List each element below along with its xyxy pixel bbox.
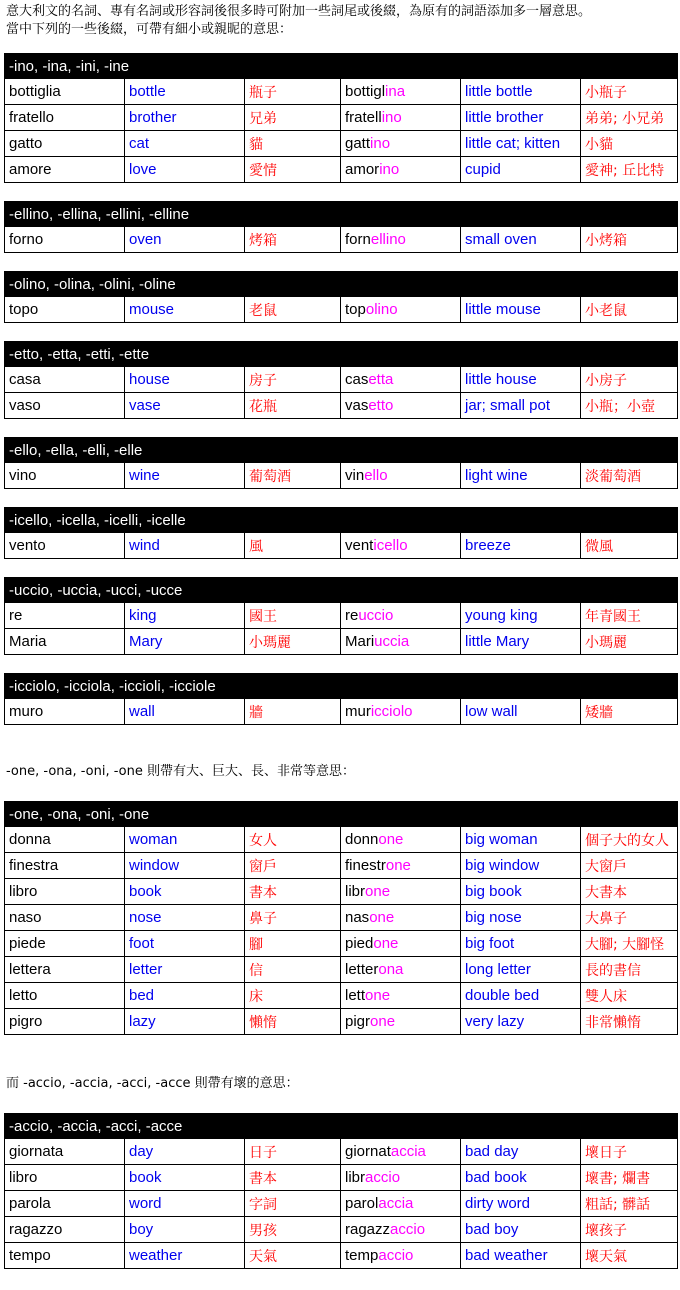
derived-word <box>341 931 461 957</box>
derived-suffix: one <box>370 1013 396 1030</box>
derived-stem: top <box>345 301 366 318</box>
derived-english: young king <box>461 603 581 629</box>
table-row <box>5 227 678 253</box>
base-chinese: 鼻子 <box>245 905 341 931</box>
suffix-header-row <box>5 802 678 827</box>
base-word: lettera <box>5 957 125 983</box>
derived-english: little brother <box>461 105 581 131</box>
base-english: letter <box>125 957 245 983</box>
base-english: wine <box>125 463 245 489</box>
derived-chinese: 小貓 <box>581 131 678 157</box>
derived-suffix: ello <box>364 467 388 484</box>
table-row <box>5 827 678 853</box>
base-english: weather <box>125 1243 245 1269</box>
base-chinese: 房子 <box>245 367 341 393</box>
base-chinese: 床 <box>245 983 341 1009</box>
derived-word <box>341 629 461 655</box>
base-english: day <box>125 1139 245 1165</box>
derived-stem: vent <box>345 537 374 554</box>
table-row <box>5 983 678 1009</box>
suffix-header: -ino, -ina, -ini, -ine <box>5 54 678 79</box>
table-row <box>5 629 678 655</box>
derived-stem: mur <box>345 703 371 720</box>
derived-stem: ragazz <box>345 1221 391 1238</box>
base-chinese: 風 <box>245 533 341 559</box>
derived-chinese: 壞日子 <box>581 1139 678 1165</box>
derived-stem: temp <box>345 1247 379 1264</box>
base-chinese: 烤箱 <box>245 227 341 253</box>
base-word: muro <box>5 699 125 725</box>
derived-stem: vin <box>345 467 365 484</box>
derived-word <box>341 827 461 853</box>
base-word: amore <box>5 157 125 183</box>
base-word: ragazzo <box>5 1217 125 1243</box>
derived-chinese: 矮牆 <box>581 699 678 725</box>
augmentative-note: -one, -ona, -oni, -one 則帶有大、巨大、長、非常等意思： <box>6 764 356 779</box>
derived-word <box>341 131 461 157</box>
derived-chinese: 壞書; 爛書 <box>581 1165 678 1191</box>
derived-english: bad day <box>461 1139 581 1165</box>
derived-stem: amor <box>345 161 380 178</box>
derived-stem: gatt <box>345 135 371 152</box>
derived-english: dirty word <box>461 1191 581 1217</box>
derived-suffix: uccio <box>358 607 394 624</box>
base-chinese: 窗戶 <box>245 853 341 879</box>
derived-chinese: 壞天氣 <box>581 1243 678 1269</box>
derived-suffix: ino <box>381 109 402 126</box>
table-row <box>5 463 678 489</box>
base-chinese: 字詞 <box>245 1191 341 1217</box>
derived-english: big woman <box>461 827 581 853</box>
derived-english: small oven <box>461 227 581 253</box>
suffix-table <box>4 341 678 419</box>
base-english: wind <box>125 533 245 559</box>
derived-chinese: 個子大的女人 <box>581 827 678 853</box>
derived-chinese: 小老鼠 <box>581 297 678 323</box>
base-english: wall <box>125 699 245 725</box>
derived-word <box>341 983 461 1009</box>
derived-chinese: 雙人床 <box>581 983 678 1009</box>
table-row <box>5 931 678 957</box>
pejorative-note: 而 -accio, -accia, -acci, -acce 則帶有壞的意思： <box>6 1076 299 1091</box>
base-english: boy <box>125 1217 245 1243</box>
derived-english: bad weather <box>461 1243 581 1269</box>
derived-stem: libr <box>345 883 366 900</box>
derived-stem: finestr <box>345 857 386 874</box>
base-english: brother <box>125 105 245 131</box>
base-english: vase <box>125 393 245 419</box>
derived-word <box>341 957 461 983</box>
suffix-table <box>4 1113 678 1269</box>
derived-word <box>341 533 461 559</box>
table-row <box>5 1009 678 1035</box>
base-english: book <box>125 879 245 905</box>
base-word: naso <box>5 905 125 931</box>
base-word: parola <box>5 1191 125 1217</box>
base-english: book <box>125 1165 245 1191</box>
table-row <box>5 603 678 629</box>
base-english: bed <box>125 983 245 1009</box>
suffix-header-row <box>5 272 678 297</box>
derived-chinese: 淡葡萄酒 <box>581 463 678 489</box>
base-word: libro <box>5 879 125 905</box>
base-word: letto <box>5 983 125 1009</box>
derived-suffix: accio <box>390 1221 426 1238</box>
base-chinese: 小瑪麗 <box>245 629 341 655</box>
base-english: king <box>125 603 245 629</box>
base-chinese: 兄弟 <box>245 105 341 131</box>
derived-word <box>341 1243 461 1269</box>
base-word: vino <box>5 463 125 489</box>
suffix-header: -ellino, -ellina, -ellini, -elline <box>5 202 678 227</box>
base-english: Mary <box>125 629 245 655</box>
table-row <box>5 1165 678 1191</box>
suffix-header-row <box>5 578 678 603</box>
base-word: bottiglia <box>5 79 125 105</box>
table-row <box>5 157 678 183</box>
base-chinese: 葡萄酒 <box>245 463 341 489</box>
derived-chinese: 大書本 <box>581 879 678 905</box>
derived-english: low wall <box>461 699 581 725</box>
derived-english: long letter <box>461 957 581 983</box>
derived-suffix: ona <box>378 961 404 978</box>
base-chinese: 老鼠 <box>245 297 341 323</box>
base-english: foot <box>125 931 245 957</box>
derived-word <box>341 367 461 393</box>
suffix-table <box>4 577 678 655</box>
derived-suffix: icciolo <box>370 703 413 720</box>
base-word: forno <box>5 227 125 253</box>
suffix-table <box>4 437 678 489</box>
derived-word <box>341 699 461 725</box>
derived-english: breeze <box>461 533 581 559</box>
base-english: woman <box>125 827 245 853</box>
base-chinese: 男孩 <box>245 1217 341 1243</box>
suffix-header-row <box>5 508 678 533</box>
derived-word <box>341 905 461 931</box>
derived-word <box>341 297 461 323</box>
derived-word <box>341 1009 461 1035</box>
derived-suffix: ino <box>370 135 391 152</box>
table-row <box>5 393 678 419</box>
pejorative-tables <box>4 1113 676 1269</box>
suffix-header-row <box>5 674 678 699</box>
base-chinese: 花瓶 <box>245 393 341 419</box>
derived-stem: parol <box>345 1195 379 1212</box>
base-chinese: 書本 <box>245 879 341 905</box>
derived-chinese: 壞孩子 <box>581 1217 678 1243</box>
derived-word <box>341 227 461 253</box>
suffix-header: -icello, -icella, -icelli, -icelle <box>5 508 678 533</box>
derived-chinese: 愛神; 丘比特 <box>581 157 678 183</box>
base-word: libro <box>5 1165 125 1191</box>
base-english: mouse <box>125 297 245 323</box>
derived-chinese: 小烤箱 <box>581 227 678 253</box>
derived-english: jar; small pot <box>461 393 581 419</box>
table-row <box>5 1139 678 1165</box>
derived-chinese: 大鼻子 <box>581 905 678 931</box>
table-row <box>5 79 678 105</box>
derived-word <box>341 603 461 629</box>
base-english: cat <box>125 131 245 157</box>
derived-stem: nas <box>345 909 370 926</box>
table-row <box>5 905 678 931</box>
derived-chinese: 非常懶惰 <box>581 1009 678 1035</box>
suffix-header-row <box>5 54 678 79</box>
derived-word <box>341 393 461 419</box>
table-row <box>5 131 678 157</box>
derived-word <box>341 1165 461 1191</box>
base-english: lazy <box>125 1009 245 1035</box>
suffix-table <box>4 673 678 725</box>
derived-suffix: uccia <box>374 633 410 650</box>
derived-chinese: 小瑪麗 <box>581 629 678 655</box>
suffix-header: -icciolo, -icciola, -iccioli, -icciole <box>5 674 678 699</box>
suffix-header: -olino, -olina, -olini, -oline <box>5 272 678 297</box>
derived-stem: bottigl <box>345 83 386 100</box>
derived-english: little cat; kitten <box>461 131 581 157</box>
derived-stem: Mari <box>345 633 375 650</box>
suffix-table <box>4 271 678 323</box>
derived-chinese: 粗話; 髒話 <box>581 1191 678 1217</box>
derived-chinese: 小房子 <box>581 367 678 393</box>
derived-suffix: ino <box>379 161 400 178</box>
derived-chinese: 微風 <box>581 533 678 559</box>
derived-english: big foot <box>461 931 581 957</box>
suffix-header: -accio, -accia, -acci, -acce <box>5 1114 678 1139</box>
base-english: house <box>125 367 245 393</box>
derived-english: double bed <box>461 983 581 1009</box>
base-word: pigro <box>5 1009 125 1035</box>
table-row <box>5 297 678 323</box>
derived-word <box>341 879 461 905</box>
base-word: Maria <box>5 629 125 655</box>
derived-suffix: etto <box>368 397 394 414</box>
suffix-header-row <box>5 1114 678 1139</box>
derived-word <box>341 79 461 105</box>
base-english: oven <box>125 227 245 253</box>
suffix-header: -one, -ona, -oni, -one <box>5 802 678 827</box>
table-row <box>5 1217 678 1243</box>
base-word: gatto <box>5 131 125 157</box>
base-word: casa <box>5 367 125 393</box>
derived-english: little bottle <box>461 79 581 105</box>
derived-suffix: etta <box>368 371 394 388</box>
table-row <box>5 853 678 879</box>
derived-suffix: one <box>378 831 404 848</box>
derived-chinese: 大腳; 大腳怪 <box>581 931 678 957</box>
base-english: bottle <box>125 79 245 105</box>
base-chinese: 牆 <box>245 699 341 725</box>
derived-stem: giornat <box>345 1143 391 1160</box>
diminutive-tables <box>4 53 676 725</box>
derived-english: very lazy <box>461 1009 581 1035</box>
derived-stem: cas <box>345 371 369 388</box>
derived-english: bad book <box>461 1165 581 1191</box>
base-chinese: 日子 <box>245 1139 341 1165</box>
derived-suffix: accio <box>365 1169 401 1186</box>
base-word: fratello <box>5 105 125 131</box>
derived-english: bad boy <box>461 1217 581 1243</box>
derived-stem: libr <box>345 1169 366 1186</box>
derived-suffix: accia <box>378 1195 414 1212</box>
suffix-table <box>4 801 678 1035</box>
intro-line-2: 當中下列的一些後綴，可帶有細小或親昵的意思： <box>6 22 293 37</box>
derived-chinese: 小瓶子 <box>581 79 678 105</box>
base-english: nose <box>125 905 245 931</box>
base-word: topo <box>5 297 125 323</box>
derived-stem: lett <box>345 987 366 1004</box>
base-chinese: 書本 <box>245 1165 341 1191</box>
table-row <box>5 879 678 905</box>
derived-word <box>341 1139 461 1165</box>
derived-suffix: accia <box>390 1143 426 1160</box>
suffix-header-row <box>5 438 678 463</box>
base-chinese: 國王 <box>245 603 341 629</box>
base-word: finestra <box>5 853 125 879</box>
derived-chinese: 小瓶；小壺 <box>581 393 678 419</box>
base-word: donna <box>5 827 125 853</box>
base-word: vaso <box>5 393 125 419</box>
derived-chinese: 大窗戶 <box>581 853 678 879</box>
derived-suffix: ellino <box>370 231 406 248</box>
derived-stem: vas <box>345 397 369 414</box>
derived-word <box>341 1191 461 1217</box>
table-row <box>5 1191 678 1217</box>
base-english: window <box>125 853 245 879</box>
derived-word <box>341 1217 461 1243</box>
derived-suffix: one <box>365 987 391 1004</box>
base-chinese: 天氣 <box>245 1243 341 1269</box>
base-word: giornata <box>5 1139 125 1165</box>
derived-suffix: olino <box>365 301 398 318</box>
base-chinese: 信 <box>245 957 341 983</box>
derived-suffix: one <box>373 935 399 952</box>
derived-stem: forn <box>345 231 371 248</box>
derived-english: light wine <box>461 463 581 489</box>
base-chinese: 貓 <box>245 131 341 157</box>
base-chinese: 腳 <box>245 931 341 957</box>
derived-english: big window <box>461 853 581 879</box>
suffix-table <box>4 507 678 559</box>
base-chinese: 瓶子 <box>245 79 341 105</box>
derived-word <box>341 157 461 183</box>
derived-suffix: icello <box>373 537 408 554</box>
base-chinese: 懶惰 <box>245 1009 341 1035</box>
suffix-header: -ello, -ella, -elli, -elle <box>5 438 678 463</box>
derived-word <box>341 105 461 131</box>
suffix-table <box>4 201 678 253</box>
base-word: vento <box>5 533 125 559</box>
derived-chinese: 年青國王 <box>581 603 678 629</box>
augmentative-tables <box>4 801 676 1035</box>
derived-suffix: one <box>365 883 391 900</box>
derived-stem: donn <box>345 831 379 848</box>
derived-suffix: one <box>369 909 395 926</box>
derived-word <box>341 463 461 489</box>
base-english: word <box>125 1191 245 1217</box>
derived-english: little mouse <box>461 297 581 323</box>
derived-suffix: accio <box>378 1247 414 1264</box>
table-row <box>5 957 678 983</box>
derived-english: cupid <box>461 157 581 183</box>
base-english: love <box>125 157 245 183</box>
suffix-header: -etto, -etta, -etti, -ette <box>5 342 678 367</box>
base-chinese: 女人 <box>245 827 341 853</box>
table-row <box>5 367 678 393</box>
derived-chinese: 弟弟; 小兄弟 <box>581 105 678 131</box>
table-row <box>5 533 678 559</box>
derived-suffix: one <box>385 857 411 874</box>
derived-english: little house <box>461 367 581 393</box>
table-row <box>5 1243 678 1269</box>
derived-stem: fratell <box>345 109 382 126</box>
table-row <box>5 105 678 131</box>
derived-english: big book <box>461 879 581 905</box>
suffix-header-row <box>5 202 678 227</box>
derived-stem: pigr <box>345 1013 371 1030</box>
suffix-header-row <box>5 342 678 367</box>
derived-chinese: 長的書信 <box>581 957 678 983</box>
base-word: re <box>5 603 125 629</box>
suffix-header: -uccio, -uccia, -ucci, -ucce <box>5 578 678 603</box>
derived-stem: re <box>345 607 359 624</box>
derived-suffix: ina <box>385 83 406 100</box>
base-word: tempo <box>5 1243 125 1269</box>
table-row <box>5 699 678 725</box>
suffix-table <box>4 53 678 183</box>
derived-stem: letter <box>345 961 379 978</box>
derived-stem: pied <box>345 935 374 952</box>
derived-english: little Mary <box>461 629 581 655</box>
derived-english: big nose <box>461 905 581 931</box>
base-word: piede <box>5 931 125 957</box>
intro-line-1: 意大利文的名詞、專有名詞或形容詞後很多時可附加一些詞尾或後綴，為原有的詞語添加多一層意思。 <box>6 4 592 19</box>
base-chinese: 愛情 <box>245 157 341 183</box>
derived-word <box>341 853 461 879</box>
